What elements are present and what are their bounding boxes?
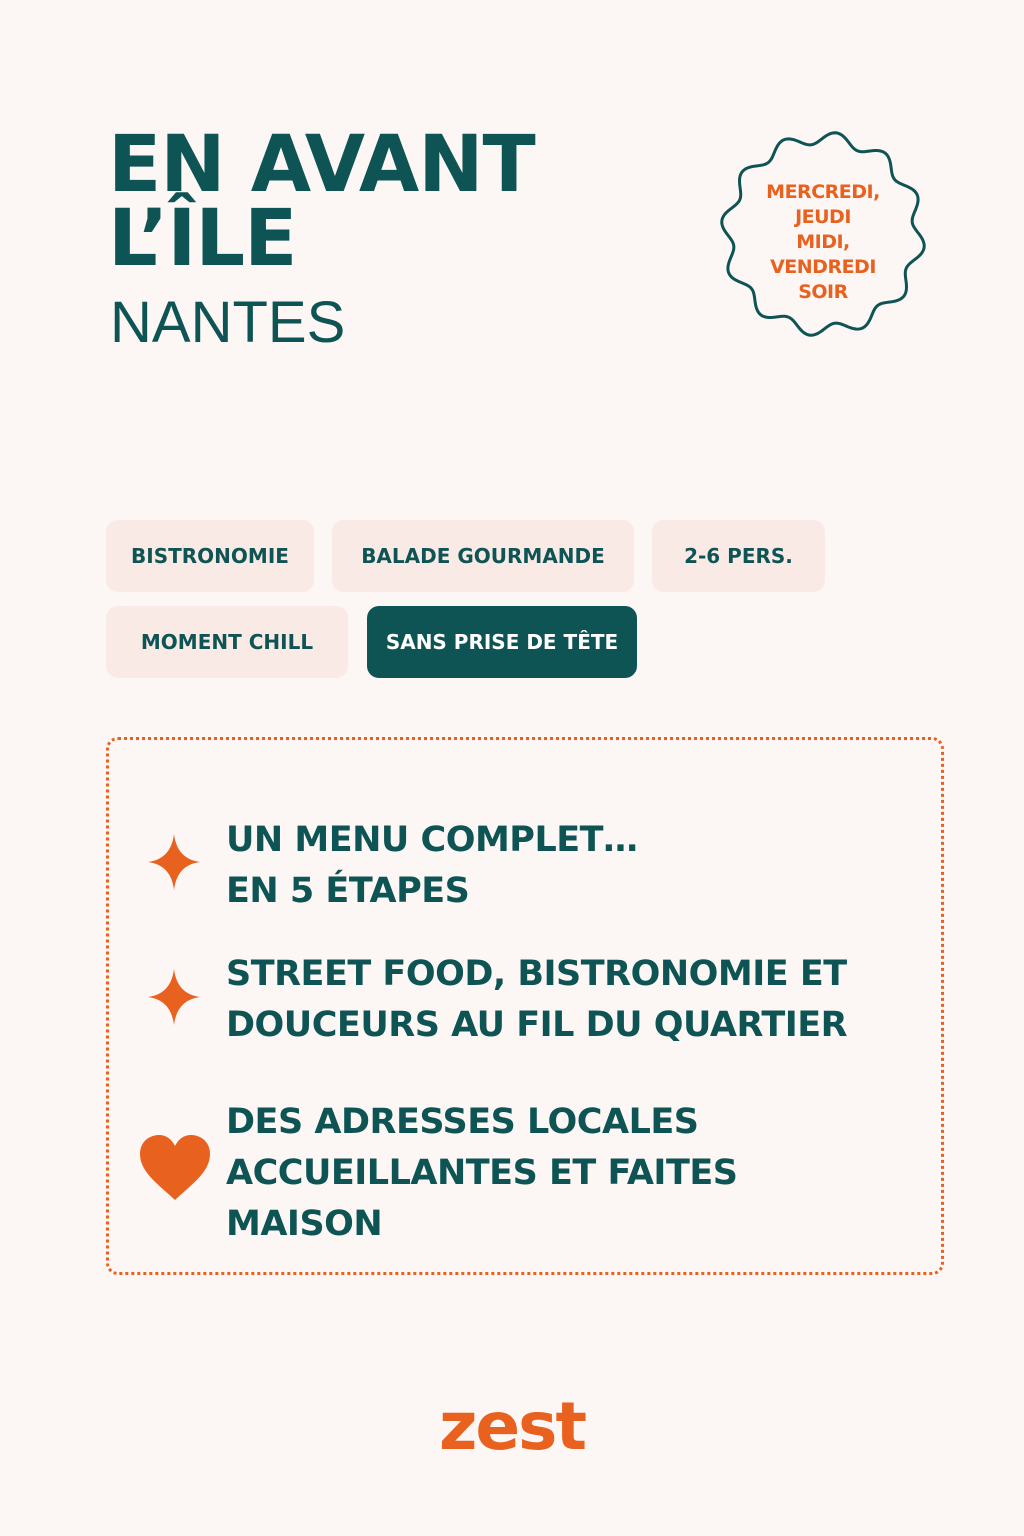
schedule-text <box>734 180 912 305</box>
feature-line: MAISON <box>226 1204 383 1244</box>
tag-bistronomie[interactable]: BISTRONOMIE <box>106 520 314 592</box>
feature-line: UN MENU COMPLET… <box>226 820 638 860</box>
schedule-line: SOIR <box>798 281 848 303</box>
feature-line: DOUCEURS AU FIL DU QUARTIER <box>226 1005 848 1045</box>
page-title <box>108 120 535 284</box>
heart-icon <box>138 1134 212 1202</box>
schedule-line: MIDI, <box>796 231 850 253</box>
city-name: NANTES <box>110 290 346 355</box>
sparkle-icon <box>148 834 200 890</box>
feature-line: ACCUEILLANTES ET FAITES <box>226 1153 738 1193</box>
feature-street-food <box>226 949 847 1051</box>
feature-menu <box>226 815 638 917</box>
title-line-2: L’ÎLE <box>108 194 297 284</box>
schedule-badge <box>714 128 932 340</box>
feature-line: STREET FOOD, BISTRONOMIE ET <box>226 954 847 994</box>
tag-balade-gourmande[interactable]: BALADE GOURMANDE <box>332 520 634 592</box>
schedule-line: JEUDI <box>795 206 851 228</box>
schedule-line: MERCREDI, <box>766 181 880 203</box>
tag-moment-chill[interactable]: MOMENT CHILL <box>106 606 348 678</box>
title-line-1: EN AVANT <box>108 120 535 210</box>
zest-logo: zest <box>438 1388 585 1465</box>
tag-sans-prise-de-tete[interactable]: SANS PRISE DE TÊTE <box>367 606 637 678</box>
sparkle-icon <box>148 969 200 1025</box>
tag-group-size[interactable]: 2-6 PERS. <box>652 520 825 592</box>
feature-line: DES ADRESSES LOCALES <box>226 1102 699 1142</box>
feature-line: EN 5 ÉTAPES <box>226 871 470 911</box>
schedule-line: VENDREDI <box>770 256 876 278</box>
feature-adresses-locales <box>226 1097 737 1250</box>
